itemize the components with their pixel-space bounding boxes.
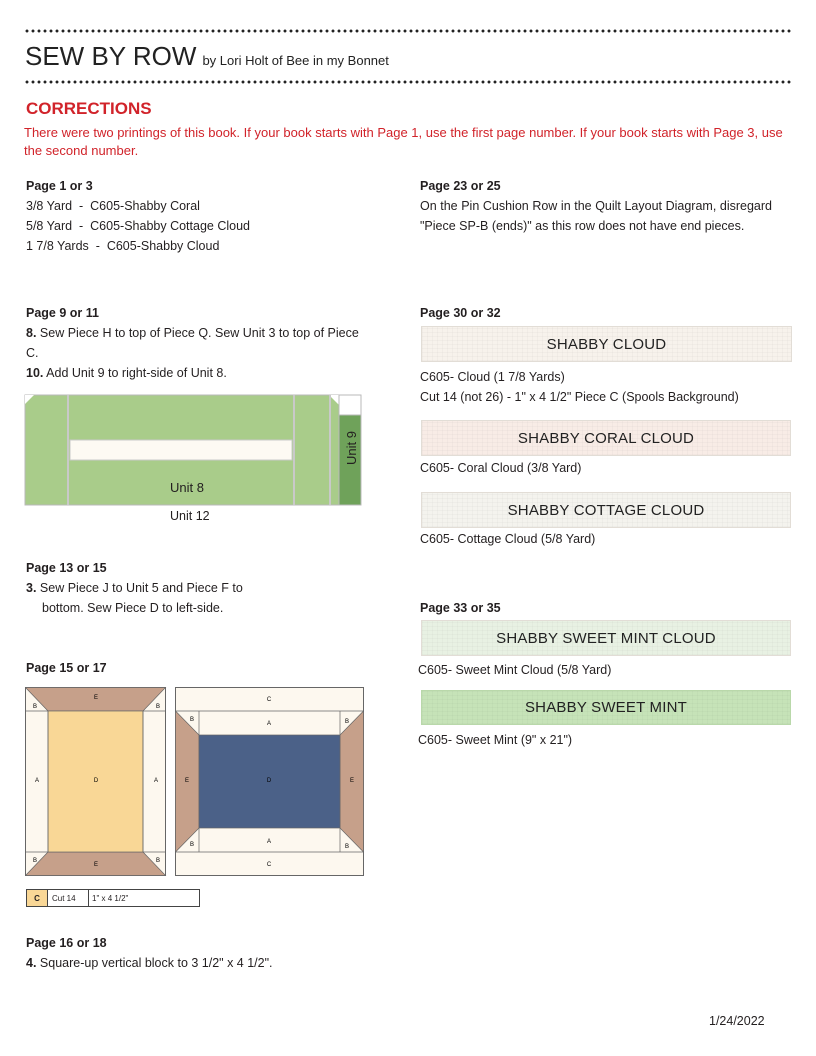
step-number: 3. [26,581,37,595]
fabric-swatch-shabby-sweet-mint: SHABBY SWEET MINT [421,690,791,725]
piece-label: B [344,844,350,850]
section-heading: Page 1 or 3 [26,179,93,193]
section-page-1 [26,176,396,256]
section-page-23 [420,176,772,236]
section-heading: Page 23 or 25 [420,179,501,193]
piece-label: A [153,778,159,784]
section-page-30 [420,303,501,323]
title-text: SEW BY ROW [25,41,197,71]
list-item: 1 7/8 Yards - C605-Shabby Cloud [26,239,220,253]
section-heading: Page 30 or 32 [420,306,501,320]
piece-label: A [266,839,272,845]
section-page-33 [420,598,501,618]
step-number: 4. [26,956,37,970]
fabric-swatch-shabby-cottage-cloud: SHABBY COTTAGE CLOUD [421,492,791,528]
piece-label: B [344,719,350,725]
footer-date: 1/24/2022 [709,1014,765,1028]
step-10 [26,363,361,383]
piece-label: E [349,778,355,784]
swatch-caption: C605- Cloud (1 7/8 Yards) [420,370,565,384]
piece-label: C [266,862,272,868]
cut-table-piece: C [27,890,48,906]
fabric-swatch-shabby-coral-cloud: SHABBY CORAL CLOUD [421,420,791,456]
step-8 [26,323,361,363]
byline: by Lori Holt of Bee in my Bonnet [202,53,389,68]
section-text: On the Pin Cushion Row in the Quilt Layout Diagram, disregard "Piece SP-B (ends)" as this row does not have end pieces. [420,199,772,233]
section-page-16 [26,933,396,973]
step-text: Square-up vertical block to 3 1/2" x 4 1/2". [36,956,273,970]
section-heading: Page 15 or 17 [26,661,107,675]
swatch-caption: Cut 14 (not 26) - 1" x 4 1/2" Piece C (Spools Background) [420,390,739,404]
section-heading: Page 13 or 15 [26,561,107,575]
unit-12-caption: Unit 12 [170,509,210,523]
piece-label: D [93,778,99,784]
section-heading: Page 9 or 11 [26,306,99,320]
unit-12-diagram [24,394,364,508]
block-1-diagram [25,687,167,877]
step-4 [26,953,396,973]
cut-table [26,889,200,907]
piece-label: B [32,858,38,864]
section-page-13 [26,558,396,618]
piece-label: B [189,717,195,723]
list-item: 3/8 Yard - C605-Shabby Coral [26,199,200,213]
swatch-caption: C605- Cottage Cloud (5/8 Yard) [420,532,596,546]
cut-table-size: 1" x 4 1/2" [92,893,129,903]
corrections-heading: CORRECTIONS [26,99,152,118]
section-page-15 [26,658,107,678]
piece-label: C [266,697,272,703]
step-text: Add Unit 9 to right-side of Unit 8. [43,366,227,380]
section-heading: Page 33 or 35 [420,601,501,615]
swatch-caption: C605- Coral Cloud (3/8 Yard) [420,461,582,475]
piece-label: B [189,842,195,848]
piece-label: A [266,721,272,727]
page-title [25,40,389,77]
piece-label: E [93,695,99,701]
unit-8-label: Unit 8 [170,480,204,495]
fabric-swatch-shabby-cloud: SHABBY CLOUD [421,326,792,362]
swatch-caption: C605- Sweet Mint (9" x 21") [418,733,573,747]
step-number: 10. [26,366,44,380]
piece-label: E [93,862,99,868]
unit-9-label: Unit 9 [344,431,359,465]
step-text: Sew Piece J to Unit 5 and Piece F to [36,581,243,595]
step-text: Sew Piece H to top of Piece Q. Sew Unit 3 to top of Piece C. [26,326,359,360]
piece-label: B [32,704,38,710]
list-item: 5/8 Yard - C605-Shabby Cottage Cloud [26,219,250,233]
swatch-caption: C605- Sweet Mint Cloud (5/8 Yard) [418,663,612,677]
block-2-diagram [175,687,365,877]
piece-label: B [155,858,161,864]
corrections-intro: There were two printings of this book. If your book starts with Page 1, use the first page number. If your book starts with Page 3, use the second number. [24,125,783,158]
top-dotted-rule [24,29,792,33]
piece-label: D [266,778,272,784]
cut-table-count: Cut 14 [48,890,89,906]
piece-label: B [155,704,161,710]
piece-label: E [184,778,190,784]
section-page-9 [26,303,361,383]
step-3 [26,578,396,598]
step-3-cont: bottom. Sew Piece D to left-side. [42,601,224,615]
step-number: 8. [26,326,37,340]
fabric-swatch-shabby-sweet-mint-cloud: SHABBY SWEET MINT CLOUD [421,620,791,656]
piece-label: A [34,778,40,784]
section-heading: Page 16 or 18 [26,936,107,950]
bottom-dotted-rule [24,80,792,84]
